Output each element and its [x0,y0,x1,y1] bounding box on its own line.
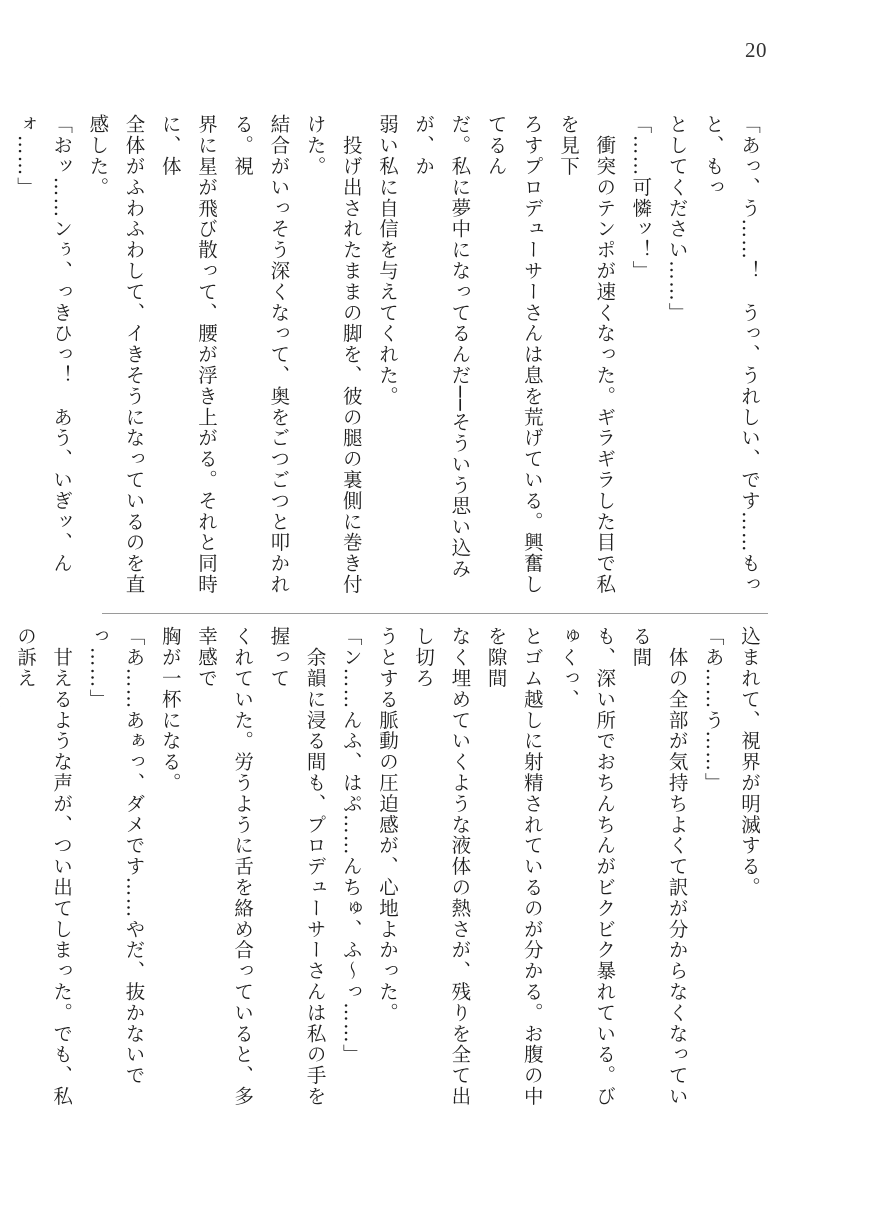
text-block-top [13,114,767,604]
text-line: も、深い所でおちんちんがビクビク暴れている。びゅくっ、 [556,626,617,1107]
text-line: 余韻に浸る間も、プロデューサーさんは私の手を握って [267,626,327,1107]
text-block-bottom [13,626,767,1116]
text-line: 胸が一杯になる。 [158,626,182,794]
text-line: 「……可憐ッ！」 [629,114,653,282]
text-line: 弱い私に自信を与えてくれた。 [375,114,399,407]
text-line: 結合がいっそう深くなって、奥をごつごつと叩かれる。視 [231,114,291,595]
text-line: 「おッ……ンぅ、っきひっ！ あう、いぎッ、んォ……」 [13,114,74,574]
text-line: うとする脈動の圧迫感が、心地よかった。 [375,626,399,1024]
text-line: 界に星が飛び散って、腰が浮き上がる。それと同時に、体 [158,114,218,595]
text-line: 「あっ、う……！ うっ、うれしい、です……もっと、もっ [701,114,761,595]
text-line: 投げ出されたままの脚を、彼の腿の裏側に巻き付けた。 [303,114,363,595]
text-line: 「あ……あぁっ、ダメです……やだ、抜かないでっ……」 [86,626,146,1086]
text-line: なく埋めていくような液体の熱さが、残りを全て出し切ろ [412,626,472,1107]
text-line [0,114,7,604]
text-line: だ。私に夢中になってるんだ──そういう思い込みが、か [412,114,472,580]
text-line [0,626,7,1116]
text-line: とゴム越しに射精されているのが分かる。お腹の中を隙間 [484,626,544,1107]
text-line: 甘えるような声が、つい出てしまった。でも、私の訴え [13,626,74,1107]
text-line: くれていた。労うように舌を絡め合っていると、多幸感で [194,626,255,1107]
text-line: 体の全部が気持ちよくて訳が分からなくなっている間 [629,626,689,1107]
text-line: 「あ……う……」 [701,626,725,794]
text-line: ろすプロデューサーさんは息を荒げている。興奮してるん [484,114,544,595]
page-number: 20 [745,38,767,62]
text-line: としてください……」 [665,114,689,323]
section-divider [102,613,768,614]
text-line: 全体がふわふわして、イきそうになっているのを直感した。 [86,114,146,595]
text-line: 衝突のテンポが速くなった。ギラギラした目で私を見下 [556,114,617,595]
text-line: 込まれて、視界が明滅する。 [738,626,761,898]
text-line: 「ン……んふ、はぷ……んちゅ、ふ〜っ……」 [339,626,363,1065]
